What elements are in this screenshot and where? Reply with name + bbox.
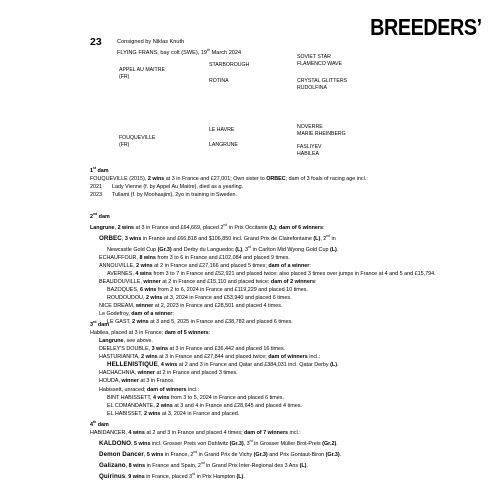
lot-header [117, 38, 241, 57]
brand-logo: BREEDERS’ [370, 14, 482, 40]
produce-line: Newcastle Gold Cup (Gr.3) and Derby du Languedoc (L), 3rd in Carlton Mid Wyong Gold Cup (L). [107, 244, 339, 253]
first-dam-foal: 2023 Tullami (f. by Moohaajim), 2yo in training in Sweden. [90, 192, 238, 199]
produce-line: HELLENISTIQUE, 4 wins at 2 and 3 in France and Qatar and £384,031 incl. Qatar Derby (L). [107, 361, 339, 369]
pedigree-sire-name: APPEL AU MAITRE [119, 67, 165, 73]
foal-year: 2023 [90, 192, 102, 199]
fourth-dam-section [90, 418, 485, 481]
third-dam-summary: Habilea, placed at 3 in France; dam of 5 winners: [90, 329, 211, 336]
produce-line: Demon Dancer, 5 wins in France, 2nd in Grand Prix de Vichy (Gr.3) and Prix Gontaut-Biron (Gr.3). [99, 449, 342, 458]
produce-line: EL COMANDANTE, 2 wins at 3 and 4 in France and £28,645 and placed 4 times. [107, 402, 302, 409]
pedigree-dam [119, 135, 155, 148]
foal-year: 2021 [90, 183, 102, 190]
second-dam-summary: Langrune, 2 wins at 3 in France and £64,669, placed 2nd in Prix Occitanie (L); dam of 6 winners: [90, 222, 325, 231]
produce-line: HOUDA, winner at 3 in France. [99, 378, 175, 385]
pedigree-ss-sire: SOVIET STAR [297, 54, 331, 60]
first-dam-heading: 1st dam [90, 166, 109, 174]
third-dam-heading: 3rd dam [90, 320, 109, 328]
produce-line: ANNOUVILLE, 2 wins at 2 in France and £27,166 and placed 5 times; dam of a winner: [99, 262, 311, 269]
produce-line: Habissett, unraced; dam of winners incl.: [99, 386, 200, 393]
pedigree-dam-name: FOUQUEVILLE [119, 135, 156, 141]
produce-line: DEELEY'S DOUBLE, 3 wins at 3 in France and £36,442 and placed 16 times. [99, 346, 286, 353]
third-dam-section [90, 318, 485, 418]
pedigree-sire-dam: ROTINA [209, 78, 229, 84]
pedigree-dd-dam: HABILEA [297, 151, 319, 157]
produce-line: ROUDOUDOU, 2 wins at 3, 2024 in France and £53,940 and placed 6 times. [107, 295, 292, 302]
produce-line: BINT HABISSETT, 4 wins from 3 to 5, 2024 in France and placed 6 times. [107, 394, 284, 401]
pedigree-ds-dam: MARIE RHEINBERG [297, 131, 346, 137]
produce-line: EL HABISSET, 2 wins at 3, 2024 in France and placed. [107, 410, 240, 417]
pedigree-dam-country: (FR) [119, 141, 130, 148]
fourth-dam-summary: HABIDANCER, 4 wins at 2 and 3 in France and placed 4 times; dam of 7 winners incl.: [90, 429, 301, 436]
first-dam-section [90, 164, 485, 199]
produce-line: Quirinus, 9 wins in France, placed 3rd in Prix Hampton (L). [99, 471, 245, 480]
pedigree-ds-sire: NOVERRE [297, 124, 323, 130]
second-dam-heading: 2nd dam [90, 212, 110, 220]
first-dam-summary: FOUQUEVILLE (2015), 2 wins at 3 in France and £27,001; Own sister to ORBEC; dam of 3 foals of racing age incl.: [90, 175, 368, 182]
produce-line: Langrune, see above. [99, 337, 153, 344]
produce-line: Galizano, 8 wins in France and Spain, 2nd in Grand Prix Inter-Regional des 3 Ans (L). [99, 460, 308, 469]
produce-line: ORBEC, 3 wins in France and £66,818 and $106,850 incl. Grand Prix de Clairefontaine (L), 2nd in [99, 233, 336, 242]
produce-line: AVERNES, 4 wins from 3 to 7 in France and £52,921 and placed twice; also placed 3 times over jumps in France at 4 and 5 and £15,794. [107, 270, 436, 277]
produce-line: BAZOQUES, 6 wins from 2 to 6, 2024 in France and £119,229 and placed 10 times. [107, 286, 308, 293]
horse-description: FLYING FRANS, bay colt (SWE), 19th March 2024 [117, 48, 242, 56]
produce-line: HASTURIANITA, 2 wins at 3 in France and £27,844 and placed twice; dam of winners incl.: [99, 354, 321, 361]
pedigree-ss-dam: FLAMENCO WAVE [297, 61, 342, 67]
produce-line: BEAUDOUVILLE, winner at 2 in France and £15,110 and placed twice; dam of 2 winners: [99, 278, 317, 285]
pedigree-sire [119, 67, 165, 80]
pedigree-sire-country: (FR) [119, 73, 130, 80]
produce-line: LE GAST, 2 wins at 3 and 5, 2025 in France and £38,782 and placed 6 times. [107, 319, 293, 326]
pedigree-dd-sire: FASLIYEV [297, 144, 322, 150]
produce-line: HACHACHNIA, winner at 2 in France and placed 3 times. [99, 370, 238, 377]
fourth-dam-heading: 4th dam [90, 420, 109, 428]
pedigree-dam-sire: LE HAVRE [209, 127, 235, 133]
pedigree-sd-sire: CRYSTAL GLITTERS [297, 78, 348, 84]
produce-line: NICE DREAM, winner at 2, 2023 in France and £28,501 and placed 4 times. [99, 303, 283, 310]
produce-line: ECHAUFFOUR, 8 wins from 3 to 6 in France and £102,084 and placed 9 times. [99, 254, 290, 261]
pedigree-sd-dam: RUDOLFINA [297, 85, 327, 91]
pedigree-dam-dam: LANGRUNE [209, 142, 238, 148]
produce-line: Le Godefroy, dam of a winner: [99, 311, 174, 318]
second-dam-section [90, 210, 485, 326]
lot-number: 23 [90, 36, 102, 48]
first-dam-foal: 2021 Lady Vienne (f. by Appel Au Maitre), died as a yearling. [90, 183, 244, 190]
consignor: Consigned by Niklas Knuth [117, 39, 185, 45]
pedigree-sire-sire: STARBOROUGH [209, 62, 250, 68]
produce-line: KALDONO, 5 wins incl. Grosser Preis von Dahlwitz (Gr.3), 3rd in Grosser Müller Brot-Preis (Gr.2). [99, 438, 338, 447]
